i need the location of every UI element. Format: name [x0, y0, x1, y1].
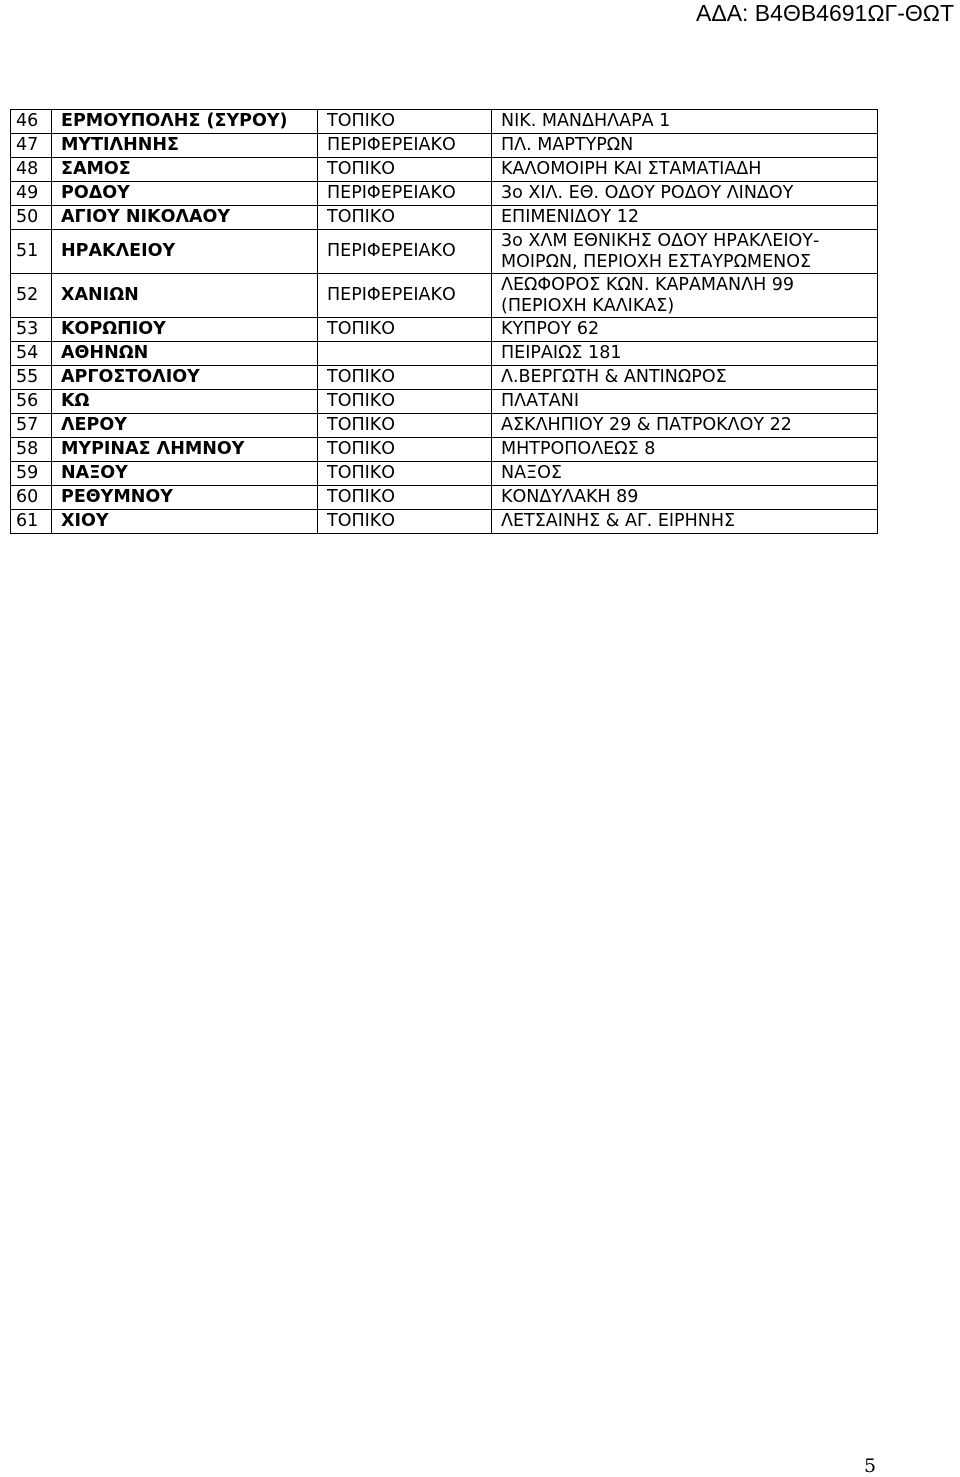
office-type [318, 342, 492, 366]
office-address [492, 510, 878, 534]
office-name: ΡΟΔΟΥ [52, 182, 318, 206]
registry-table [10, 109, 878, 534]
office-type: ΤΟΠΙΚΟ [318, 366, 492, 390]
row-number: 61 [11, 510, 52, 534]
table-row [11, 158, 878, 182]
table-row [11, 230, 878, 274]
address-line: ΛΕΩΦΟΡΟΣ ΚΩΝ. ΚΑΡΑΜΑΝΛΗ 99 [501, 274, 795, 295]
office-address [492, 274, 878, 318]
office-type: ΠΕΡΙΦΕΡΕΙΑΚΟ [318, 134, 492, 158]
office-type: ΠΕΡΙΦΕΡΕΙΑΚΟ [318, 182, 492, 206]
address-line: ΠΕΙΡΑΙΩΣ 181 [501, 343, 622, 363]
table-row [11, 110, 878, 134]
row-number: 56 [11, 390, 52, 414]
table-row [11, 182, 878, 206]
office-address [492, 110, 878, 134]
row-number: 57 [11, 414, 52, 438]
office-address [492, 486, 878, 510]
office-address [492, 390, 878, 414]
address-line: ΝΑΞΟΣ [501, 463, 562, 483]
office-type: ΤΟΠΙΚΟ [318, 510, 492, 534]
office-address [492, 158, 878, 182]
row-number: 59 [11, 462, 52, 486]
address-line: ΕΠΙΜΕΝΙΔΟΥ 12 [501, 207, 640, 227]
office-type: ΤΟΠΙΚΟ [318, 158, 492, 182]
address-line: 3ο ΧΙΛ. ΕΘ. ΟΔΟΥ ΡΟΔΟΥ ΛΙΝΔΟΥ [501, 183, 794, 203]
office-name: ΧΙΟΥ [52, 510, 318, 534]
table-row [11, 318, 878, 342]
office-name: ΑΡΓΟΣΤΟΛΙΟΥ [52, 366, 318, 390]
office-address [492, 342, 878, 366]
office-name: ΧΑΝΙΩΝ [52, 274, 318, 318]
row-number: 50 [11, 206, 52, 230]
table-row [11, 462, 878, 486]
office-name: ΡΕΘΥΜΝΟΥ [52, 486, 318, 510]
table-row [11, 414, 878, 438]
office-address [492, 366, 878, 390]
row-number: 55 [11, 366, 52, 390]
address-line: 3ο ΧΛΜ ΕΘΝΙΚΗΣ ΟΔΟΥ ΗΡΑΚΛΕΙΟΥ- [501, 230, 820, 251]
row-number: 52 [11, 274, 52, 318]
office-address [492, 414, 878, 438]
office-name: ΜΥΡΙΝΑΣ ΛΗΜΝΟΥ [52, 438, 318, 462]
office-name: ΚΩ [52, 390, 318, 414]
row-number: 47 [11, 134, 52, 158]
office-name: ΛΕΡΟΥ [52, 414, 318, 438]
address-line: ΜΗΤΡΟΠΟΛΕΩΣ 8 [501, 439, 656, 459]
table-row [11, 274, 878, 318]
office-name: ΑΓΙΟΥ ΝΙΚΟΛΑΟΥ [52, 206, 318, 230]
row-number: 48 [11, 158, 52, 182]
office-type: ΤΟΠΙΚΟ [318, 486, 492, 510]
office-type: ΤΟΠΙΚΟ [318, 318, 492, 342]
office-address [492, 230, 878, 274]
row-number: 54 [11, 342, 52, 366]
table-row [11, 206, 878, 230]
office-type: ΤΟΠΙΚΟ [318, 462, 492, 486]
address-line: ΠΛΑΤΑΝΙ [501, 391, 580, 411]
office-type: ΤΟΠΙΚΟ [318, 110, 492, 134]
address-line: Λ.ΒΕΡΓΩΤΗ & ΑΝΤΙΝΩΡΟΣ [501, 367, 727, 387]
address-line: ΛΕΤΣΑΙΝΗΣ & ΑΓ. ΕΙΡΗΝΗΣ [501, 511, 736, 531]
office-address [492, 206, 878, 230]
row-number: 58 [11, 438, 52, 462]
registry-table-body [11, 110, 878, 534]
row-number: 46 [11, 110, 52, 134]
table-row [11, 510, 878, 534]
office-name: ΝΑΞΟΥ [52, 462, 318, 486]
office-type: ΤΟΠΙΚΟ [318, 414, 492, 438]
office-name: ΕΡΜΟΥΠΟΛΗΣ (ΣΥΡΟΥ) [52, 110, 318, 134]
office-type: ΠΕΡΙΦΕΡΕΙΑΚΟ [318, 274, 492, 318]
office-address [492, 438, 878, 462]
table-row [11, 486, 878, 510]
address-line: (ΠΕΡΙΟΧΗ ΚΑΛΙΚΑΣ) [501, 295, 675, 316]
address-line: ΚΟΝΔΥΛΑΚΗ 89 [501, 487, 639, 507]
table-row [11, 342, 878, 366]
office-name: ΜΥΤΙΛΗΝΗΣ [52, 134, 318, 158]
office-name: ΗΡΑΚΛΕΙΟΥ [52, 230, 318, 274]
office-type: ΤΟΠΙΚΟ [318, 438, 492, 462]
address-line: ΑΣΚΛΗΠΙΟΥ 29 & ΠΑΤΡΟΚΛΟΥ 22 [501, 415, 792, 435]
address-line: ΚΥΠΡΟΥ 62 [501, 319, 600, 339]
table-row [11, 390, 878, 414]
row-number: 49 [11, 182, 52, 206]
office-address [492, 318, 878, 342]
office-type: ΠΕΡΙΦΕΡΕΙΑΚΟ [318, 230, 492, 274]
row-number: 51 [11, 230, 52, 274]
address-line: ΜΟΙΡΩΝ, ΠΕΡΙΟΧΗ ΕΣΤΑΥΡΩΜΕΝΟΣ [501, 251, 812, 272]
address-line: ΠΛ. ΜΑΡΤΥΡΩΝ [501, 135, 634, 155]
office-address [492, 182, 878, 206]
address-line: ΝΙΚ. ΜΑΝΔΗΛΑΡΑ 1 [501, 111, 671, 131]
office-address [492, 462, 878, 486]
office-type: ΤΟΠΙΚΟ [318, 206, 492, 230]
office-name: ΣΑΜΟΣ [52, 158, 318, 182]
table-row [11, 134, 878, 158]
row-number: 60 [11, 486, 52, 510]
document-code: ΑΔΑ: Β4ΘΒ4691ΩΓ-ΘΩΤ [695, 0, 954, 26]
table-row [11, 366, 878, 390]
row-number: 53 [11, 318, 52, 342]
table-row [11, 438, 878, 462]
address-line: ΚΑΛΟΜΟΙΡΗ ΚΑΙ ΣΤΑΜΑΤΙΑΔΗ [501, 159, 762, 179]
office-name: ΑΘΗΝΩΝ [52, 342, 318, 366]
office-type: ΤΟΠΙΚΟ [318, 390, 492, 414]
page-number: 5 [864, 1455, 877, 1477]
office-name: ΚΟΡΩΠΙΟΥ [52, 318, 318, 342]
office-address [492, 134, 878, 158]
